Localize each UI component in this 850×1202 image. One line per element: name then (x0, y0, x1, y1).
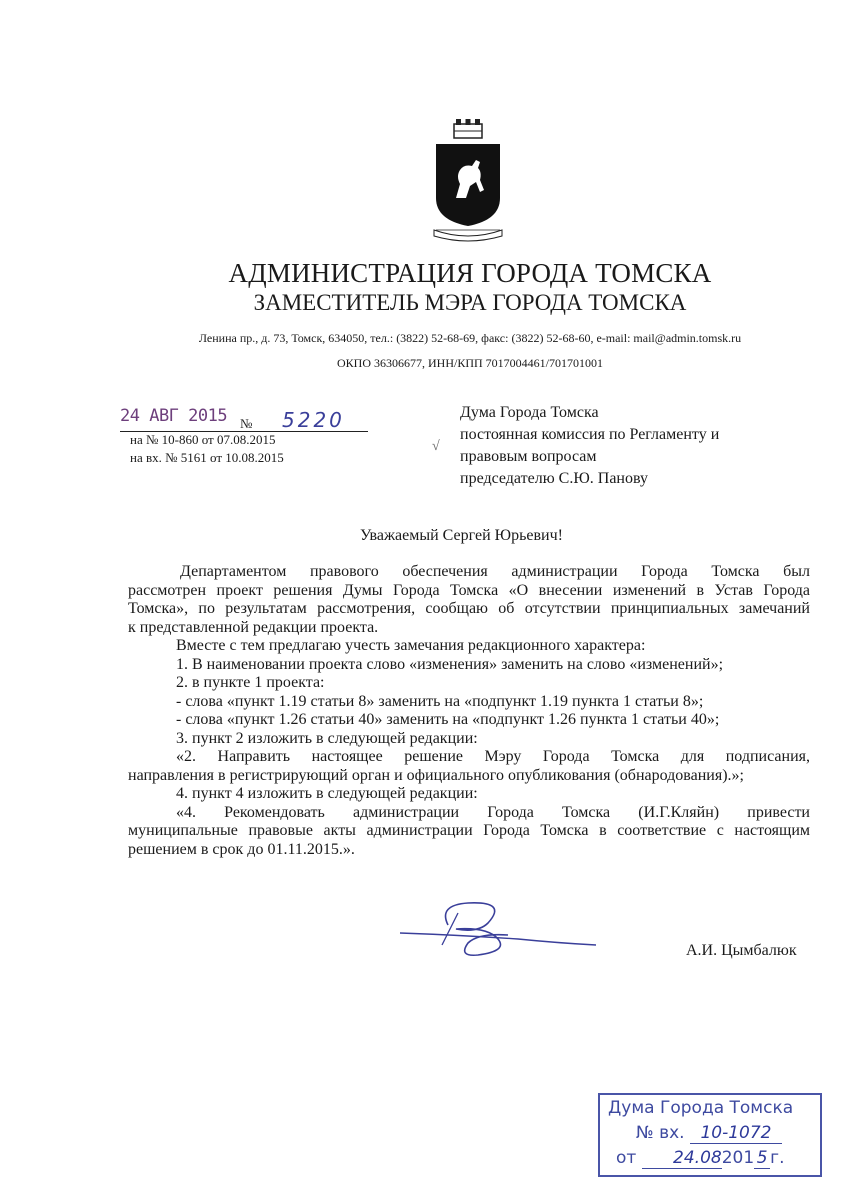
organization-name: АДМИНИСТРАЦИЯ ГОРОДА ТОМСКА (228, 258, 712, 288)
stamp-year-digit: 5 (754, 1148, 770, 1169)
check-mark: √ (432, 439, 440, 454)
paragraph-2: Вместе с тем предлагаю учесть замечания редакционного характера: (176, 637, 646, 654)
paragraph-1-line-2: рассмотрен проект решения Думы Города Томска «О внесении изменений в Устав Города (128, 581, 810, 599)
addressee-line-2: постоянная комиссия по Регламенту и (460, 426, 720, 443)
addressee-block (460, 402, 719, 490)
tomsk-coat-of-arms-icon (430, 118, 506, 242)
addressee-line-3: правовым вопросам (460, 448, 597, 465)
signer-name: А.И. Цымбалюк (686, 942, 797, 959)
organization-codes: ОКПО 36306677, ИНН/КПП 7017004461/701701001 (336, 356, 603, 370)
item-2a: - слова «пункт 1.19 статьи 8» заменить на «подпункт 1.19 пункта 1 статьи 8»; (176, 692, 704, 710)
item-2b: - слова «пункт 1.26 статьи 40» заменить на «подпункт 1.26 пункта 1 статьи 40»; (176, 711, 720, 728)
contact-address: Ленина пр., д. 73, Томск, 634050, тел.: (3822) 52-68-69, факс: (3822) 52-68-60, e-mail: mail@admin.tomsk.ru (198, 331, 742, 345)
quote-2-line-1: «4. Рекомендовать администрации Города Томска (И.Г.Кляйн) привести (176, 803, 810, 821)
signature-icon (398, 895, 598, 965)
stamp-year-suffix: г. (770, 1148, 785, 1168)
item-3: 3. пункт 2 изложить в следующей редакции: (176, 729, 478, 747)
item-2: 2. в пункте 1 проекта: (176, 674, 325, 691)
stamp-year-print: 201 (721, 1148, 755, 1168)
quote-2-line-3: решением в срок до 01.11.2015.». (128, 840, 355, 858)
stamp-date: 24.08 (642, 1148, 722, 1169)
stamp-incoming-number-row (636, 1123, 782, 1144)
paragraph-1-line-3: Томска», по результатам рассмотрения, сообщаю об отсутствии принципиальных замечаний (128, 600, 810, 617)
reference-line-1: на № 10-860 от 07.08.2015 (130, 432, 276, 447)
outgoing-date-stamp: 24 АВГ 2015 (120, 406, 228, 426)
item-1: 1. В наименовании проекта слово «изменения» заменить на слово «изменений»; (176, 655, 724, 673)
incoming-stamp (598, 1093, 822, 1177)
number-sign: № (240, 416, 253, 431)
stamp-in-label: № вх. (636, 1123, 685, 1143)
quote-1-line-2: направления в регистрирующий орган и официального опубликования (обнародования).»; (128, 766, 744, 784)
reference-line-2: на вх. № 5161 от 10.08.2015 (130, 450, 284, 465)
outgoing-number: 5220 (282, 408, 345, 432)
sender-position: ЗАМЕСТИТЕЛЬ МЭРА ГОРОДА ТОМСКА (253, 290, 687, 315)
paragraph-1-line-1: Департаментом правового обеспечения администрации Города Томска был (180, 563, 810, 580)
quote-2-line-2: муниципальные правовые акты администрации Города Томска в соответствие с настоящим (128, 822, 810, 839)
stamp-organization: Дума Города Томска (608, 1098, 794, 1118)
stamp-date-row (616, 1148, 785, 1169)
item-4: 4. пункт 4 изложить в следующей редакции: (176, 785, 478, 802)
greeting: Уважаемый Сергей Юрьевич! (360, 527, 563, 544)
addressee-line-4: председателю С.Ю. Панову (460, 470, 648, 487)
addressee-line-1: Дума Города Томска (460, 404, 599, 421)
letter-body (128, 563, 810, 859)
stamp-from-label: от (616, 1148, 637, 1168)
paragraph-1-line-4: к представленной редакции проекта. (128, 618, 379, 636)
stamp-in-number: 10-1072 (690, 1123, 782, 1144)
quote-1-line-1: «2. Направить настоящее решение Мэру Города Томска для подписания, (176, 748, 810, 765)
